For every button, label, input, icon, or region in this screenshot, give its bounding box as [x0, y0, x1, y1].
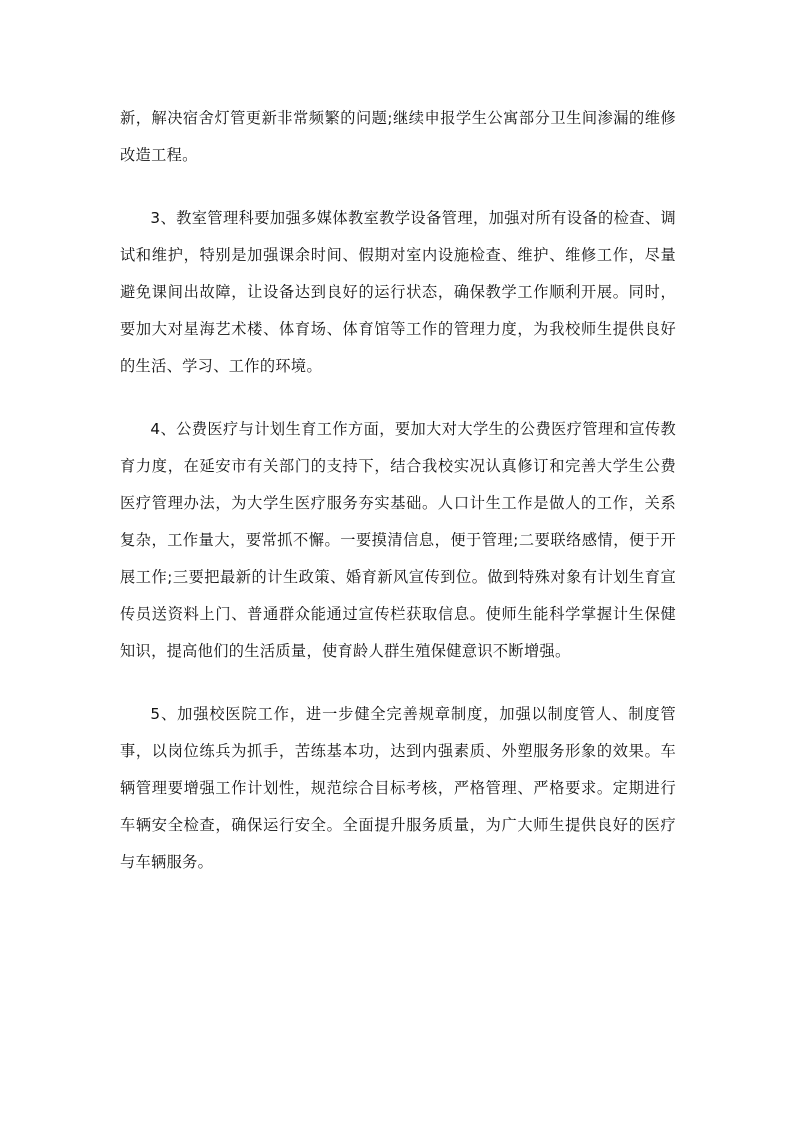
paragraph-item-3: 3、教室管理科要加强多媒体教室教学设备管理，加强对所有设备的检查、调试和维护，特别是加强课余时间、假期对室内设施检查、维护、维修工作，尽量避免课间出故障，让设备达到良好的运行状态，确保教学工作顺利开展。同时，要加大对星海艺术楼、体育场、体育馆等工作的管理力度，为我校师生提供良好的生活、学习、工作的环境。	[120, 209, 676, 375]
paragraph-item-4: 4、公费医疗与计划生育工作方面，要加大对大学生的公费医疗管理和宣传教育力度，在延安市有关部门的支持下，结合我校实况认真修订和完善大学生公费医疗管理办法，为大学生医疗服务夯实基础。人口计生工作是做人的工作，关系复杂，工作量大，要常抓不懈。一要摸清信息，便于管理;二要联络感情，便于开展工作;三要把最新的计生政策、婚育新风宣传到位。做到特殊对象有计划生育宣传员送资料上门、普通群众能通过宣传栏获取信息。使师生能科学掌握计生保健知识，提高他们的生活质量，使育龄人群生殖保健意识不断增强。	[120, 420, 676, 660]
paragraph-continuation: 新，解决宿舍灯管更新非常频繁的问题;继续申报学生公寓部分卫生间渗漏的维修改造工程。	[120, 109, 676, 164]
document-body	[120, 100, 676, 881]
paragraph-item-5: 5、加强校医院工作，进一步健全完善规章制度，加强以制度管人、制度管事，以岗位练兵为抓手，苦练基本功，达到内强素质、外塑服务形象的效果。车辆管理要增强工作计划性，规范综合目标考核，严格管理、严格要求。定期进行车辆安全检查，确保运行安全。全面提升服务质量，为广大师生提供良好的医疗与车辆服务。	[120, 705, 676, 871]
